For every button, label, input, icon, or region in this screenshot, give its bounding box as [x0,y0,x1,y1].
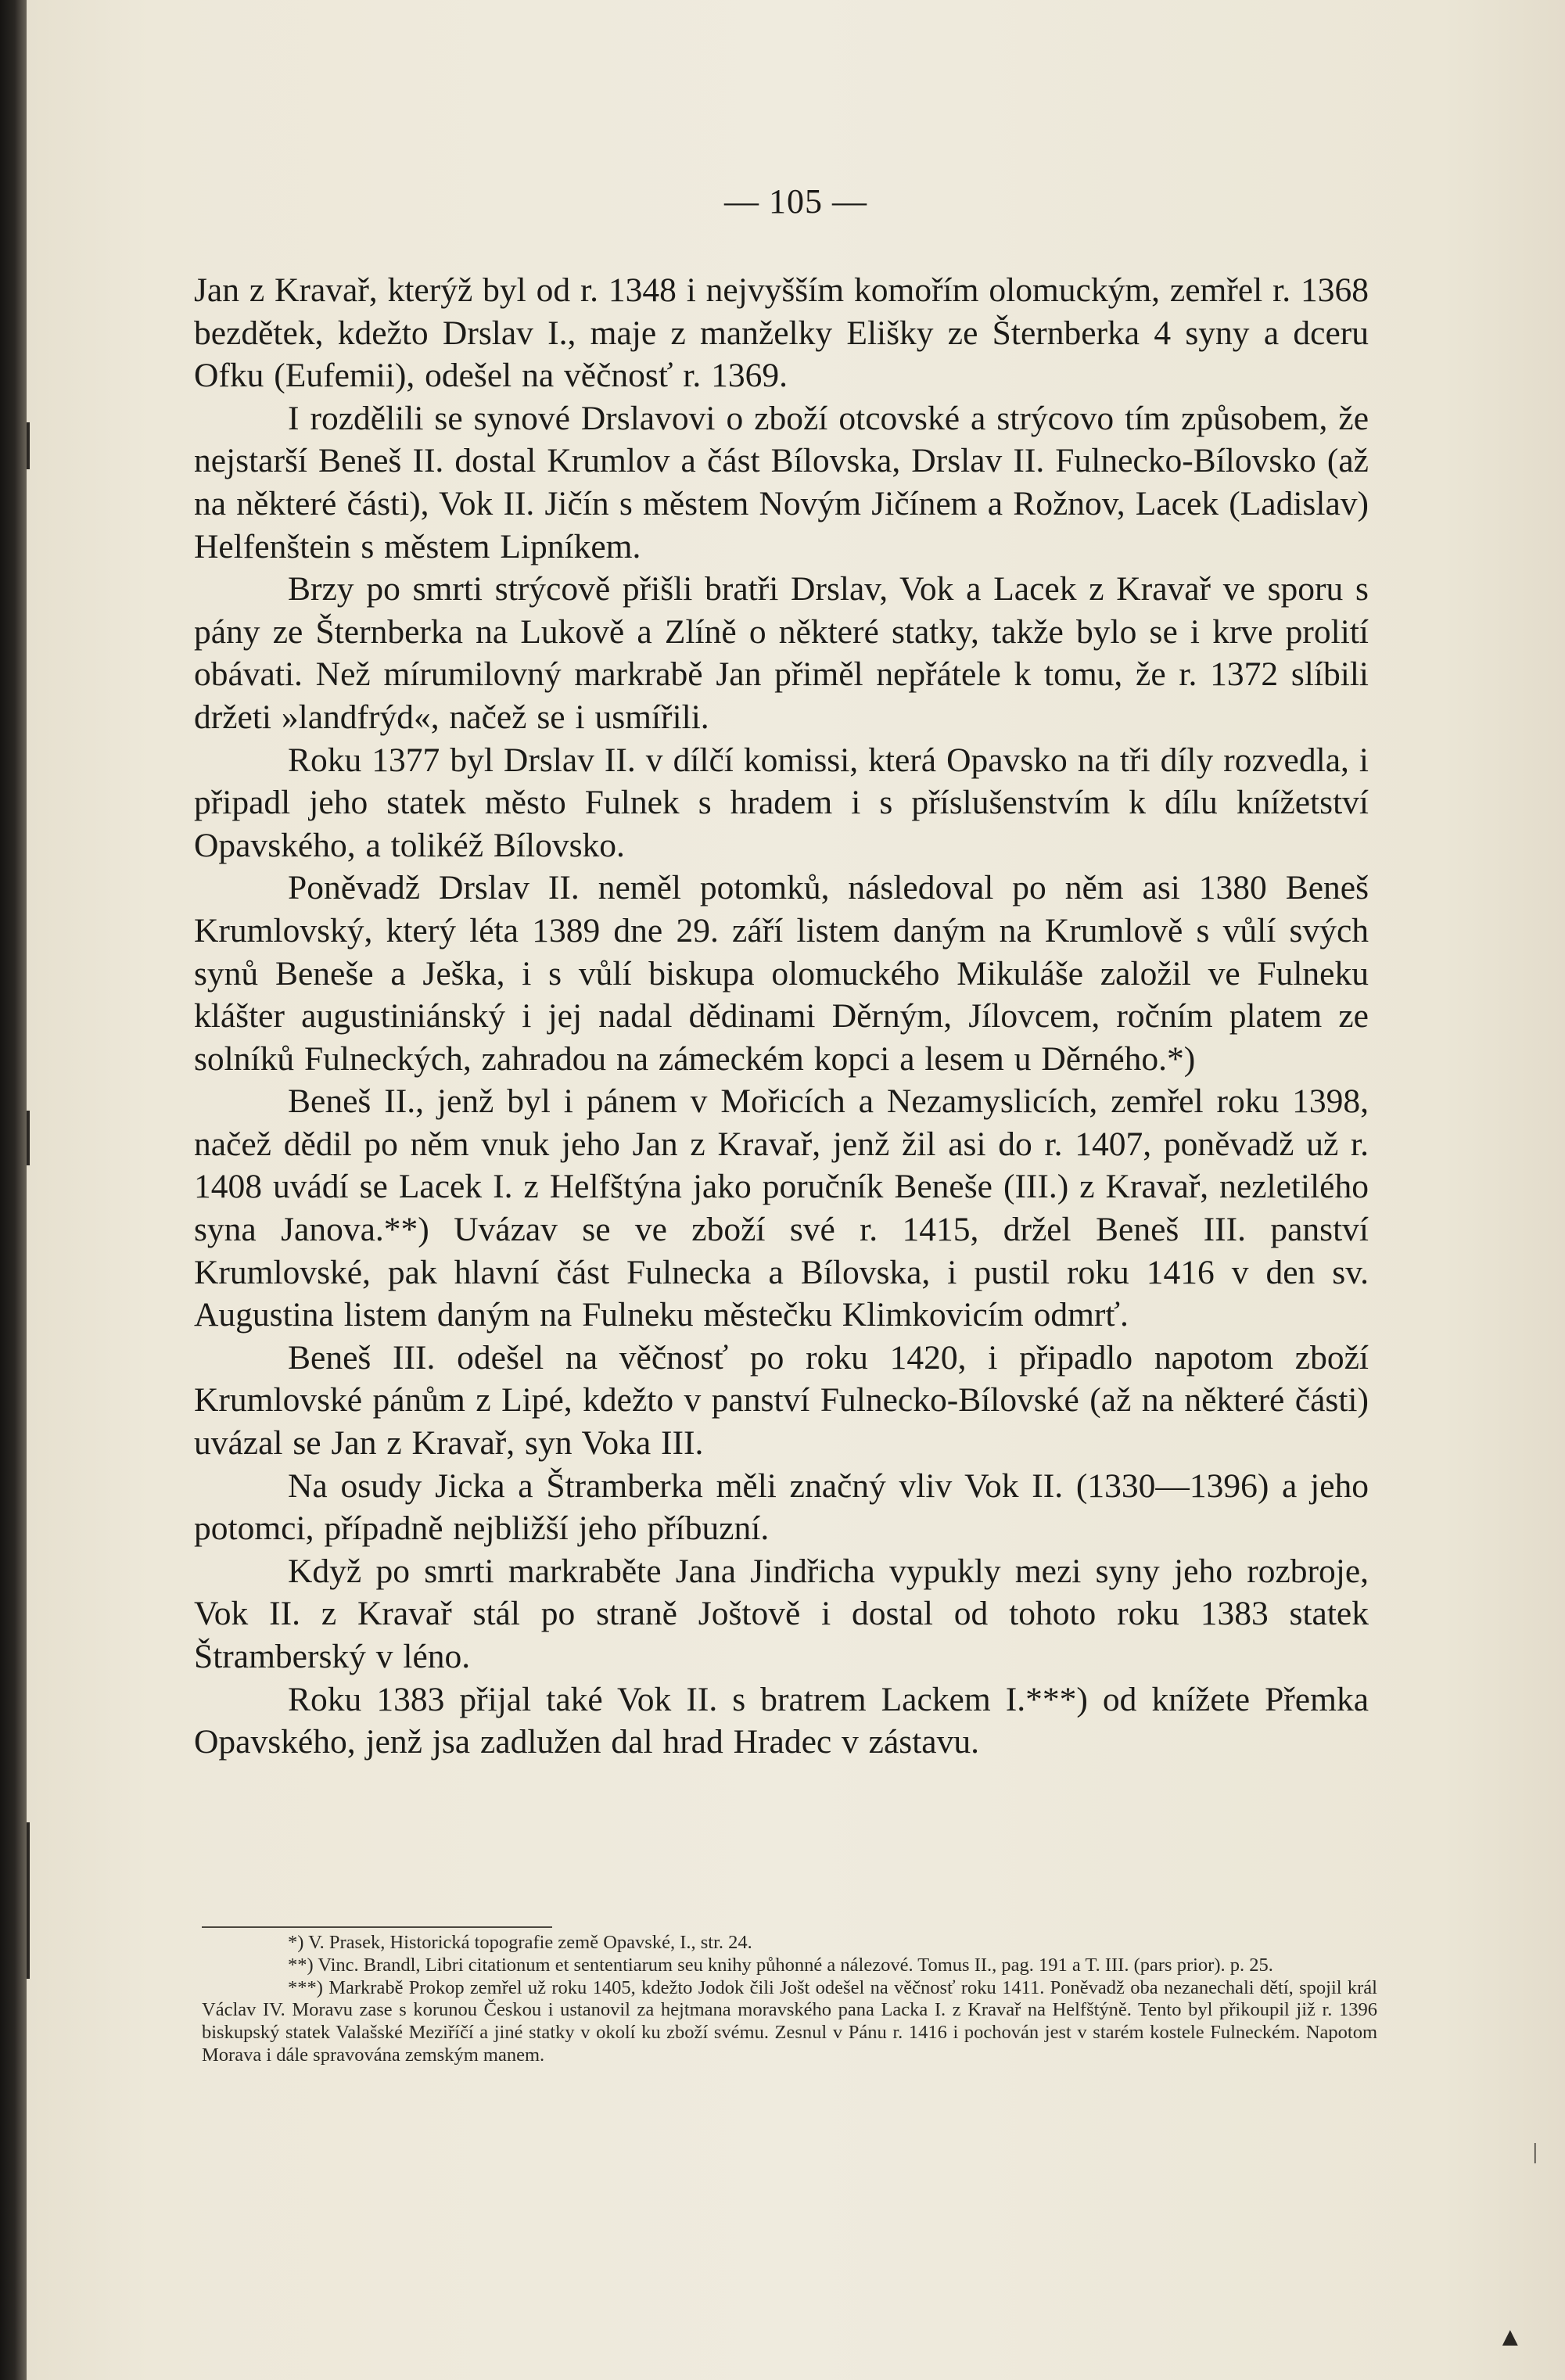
footnote: ***) Markrabě Prokop zemřel už roku 1405, kdežto Jodok čili Jošt odešel na věčnosť roku 1411. Poněvadž oba nezanechali dětí, spojil král Václav IV. Moravu zase s korunou Českou i ustanovil za hejtmana moravského pana Lacka I. z Kravař na Helfštýně. Tento byl přikoupil již r. 1396 biskupský statek Valašské Meziříčí a jiné statky v okolí ku zboží svému. Zesnul v Pánu r. 1416 i pochován jest v starém kostele Fulneckém. Napotom Morava i dále spravována zemským manem. [202,1976,1377,2066]
footnote-divider [202,1926,552,1928]
footnote: **) Vinc. Brandl, Libri citationum et sententiarum seu knihy půhonné a nálezové. Tomus II., pag. 191 a T. III. (pars prior). p. 25. [288,1954,1273,1976]
paragraph: Beneš II., jenž byl i pánem v Mořicích a Nezamyslicích, zemřel roku 1398, načež dědil po něm vnuk jeho Jan z Kravař, jenž žil asi do r. 1407, poněvadž už r. 1408 uvádí se Lacek I. z Helfštýna jako poručník Beneše (III.) z Kravař, nezletilého syna Janova.**) Uvázav se ve zboží své r. 1415, držel Beneš III. panství Krumlovské, pak hlavní část Fulnecka a Bílovska, i pustil roku 1416 v den sv. Augustina listem daným na Fulneku městečku Klimkovicím odmrť. [194,1082,1369,1334]
paragraph: Roku 1377 byl Drslav II. v dílčí komissi, která Opavsko na tři díly rozvedla, i připadl jeho statek město Fulnek s hradem i s příslušenstvím k dílu knížetství Opavského, a tolikéž Bílovsko. [194,741,1369,864]
print-artifact-mark: ▲ [1497,2323,1524,2352]
paragraph: Poněvadž Drslav II. neměl potomků, následoval po něm asi 1380 Beneš Krumlovský, který léta 1389 dne 29. září listem daným na Krumlově s vůlí svých synů Beneše a Ješka, i s vůlí biskupa olomuckého Mikuláše založil ve Fulneku klášter augustiniánský i jej nadal dědinami Děrným, Jílovcem, ročním platem ze solníků Fulneckých, zahradou na zámeckém kopci a lesem u Děrného.*) [194,869,1369,1078]
book-page [27,0,1565,2380]
paragraph: Roku 1383 přijal také Vok II. s bratrem Lackem I.***) od knížete Přemka Opavského, jenž jsa zadlužen dal hrad Hradec v zástavu. [194,1680,1369,1761]
footnote: *) V. Prasek, Historická topografie země Opavské, I., str. 24. [288,1932,752,1953]
body-text [194,269,1369,1764]
paragraph: Brzy po smrti strýcově přišli bratři Drslav, Vok a Lacek z Kravař ve sporu s pány ze Šternberka na Lukově a Zlíně o některé statky, takže bylo se i krve prolití obávati. Než mírumilovný markrabě Jan přiměl nepřátele k tomu, že r. 1372 slíbili držeti »landfrýd«, načež se i usmířili. [194,570,1369,736]
paragraph: Na osudy Jicka a Štramberka měli značný vliv Vok II. (1330—1396) a jeho potomci, případně nejbližší jeho příbuzní. [194,1466,1369,1548]
margin-mark [27,1822,30,1979]
page-number: — 105 — [724,182,867,221]
margin-mark [27,1111,30,1165]
print-artifact-mark: | [1533,2140,1538,2164]
paragraph: Když po smrti markraběte Jana Jindřicha vypukly mezi syny jeho rozbroje, Vok II. z Kravař stál po straně Joštově i dostal od tohoto roku 1383 statek Štramberský v léno. [194,1552,1369,1675]
margin-mark [27,422,30,469]
paragraph: Beneš III. odešel na věčnosť po roku 1420, i připadlo napotom zboží Krumlovské pánům z Lipé, kdežto v panství Fulnecko-Bílovské (až na některé části) uvázal se Jan z Kravař, syn Voka III. [194,1338,1369,1463]
footnotes [202,1932,1377,2067]
paragraph: I rozdělili se synové Drslavovi o zboží otcovské a strýcovo tím způsobem, že nejstarší Beneš II. dostal Krumlov a část Bílovska, Drslav II. Fulnecko-Bílovsko (až na některé části), Vok II. Jičín s městem Novým Jičínem a Rožnov, Lacek (Ladislav) Helfenštein s městem Lipníkem. [194,399,1369,565]
book-binding-edge [0,0,27,2380]
paragraph: Jan z Kravař, kterýž byl od r. 1348 i nejvyšším komořím olomuckým, zemřel r. 1368 bezdětek, kdežto Drslav I., maje z manželky Elišky ze Šternberka 4 syny a dceru Ofku (Eufemii), odešel na věčnosť r. 1369. [194,271,1369,395]
